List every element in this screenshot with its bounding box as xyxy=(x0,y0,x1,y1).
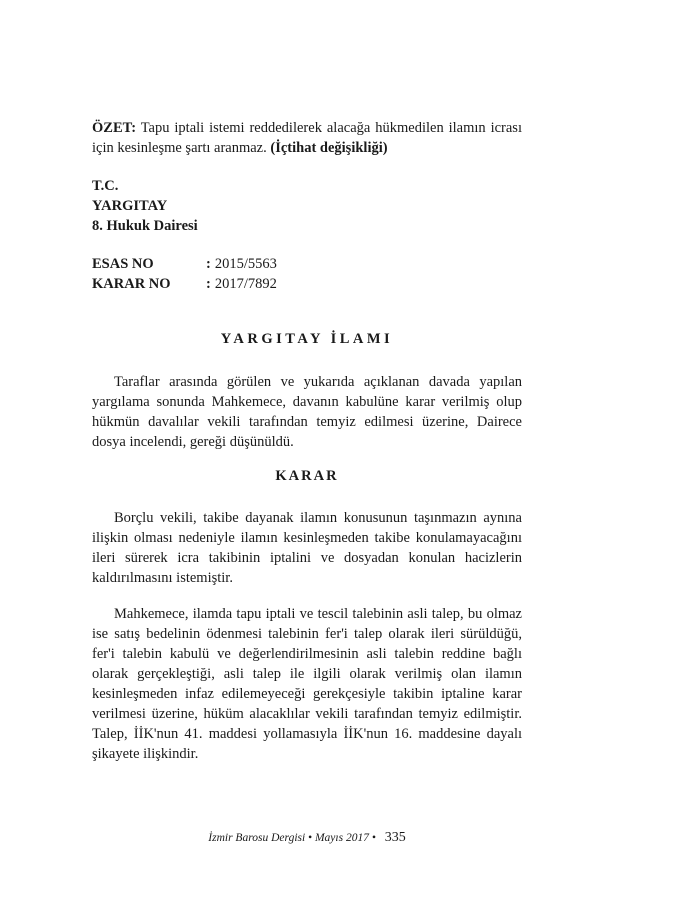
case-references xyxy=(92,254,277,294)
esas-separator: : xyxy=(206,256,211,272)
summary-block xyxy=(92,118,522,158)
esas-row xyxy=(92,254,277,274)
court-header xyxy=(92,176,198,236)
page-number: 335 xyxy=(384,830,406,845)
paragraph-debtor-claim: Borçlu vekili, takibe dayanak ilamın konusunun taşınmazın aynına ilişkin olması nedeniyle ilamın kesinleşmeden takibe konulamayacağını ileri sürerek icra takibinin iptalini ve dosyadan konulan hacizlerin kaldırılmasını istemiştir. xyxy=(92,510,522,586)
paragraph-intro: Taraflar arasında görülen ve yukarıda açıklanan davada yapılan yargılama sonunda Mahkemece, davanın kabulüne karar verilmiş olup hükmün davalılar vekili tarafından temyiz edilmesi üzerine, Dairece dosya incelendi, gereği düşünüldü. xyxy=(92,374,522,450)
karar-label: KARAR NO xyxy=(92,276,171,292)
summary-label: ÖZET: xyxy=(92,120,137,136)
karar-heading: KARAR xyxy=(275,468,339,484)
summary-text: Tapu iptali istemi reddedilerek alacağa hükmedilen ilamın icrası için kesinleşme şartı aranmaz. xyxy=(92,120,522,156)
esas-label: ESAS NO xyxy=(92,256,154,272)
esas-value: 2015/5563 xyxy=(214,256,277,272)
court-country: T.C. xyxy=(92,178,119,194)
court-chamber: 8. Hukuk Dairesi xyxy=(92,218,198,234)
karar-value: 2017/7892 xyxy=(214,276,277,292)
karar-row xyxy=(92,274,277,294)
summary-tag: (İçtihat değişikliği) xyxy=(270,140,388,156)
karar-separator: : xyxy=(206,276,211,292)
ilam-heading: YARGITAY İLAMI xyxy=(220,331,394,347)
footer-journal: İzmir Barosu Dergisi • Mayıs 2017 • xyxy=(208,832,376,844)
court-name: YARGITAY xyxy=(92,198,168,214)
page-footer xyxy=(92,830,522,846)
paragraph-court-reasoning: Mahkemece, ilamda tapu iptali ve tescil talebinin asli talep, bu olmaz ise satış bedelinin ödenmesi talebinin fer'i talep olarak ileri sürüldüğü, fer'i talebin kabulü ve değerlendirilmesinin asli talebin reddine bağlı olarak gerçekleştiği, asli talep ile ilgili olarak verilmiş olan ilamın kesinleşmeden infaz edilemeyeceği gerekçesiyle takibin iptaline karar verilmesi üzerine, hüküm alacaklılar vekili tarafından temyiz edilmiştir. Talep, İİK'nun 41. maddesi yollamasıyla İİK'nun 16. maddesine dayalı şikayete ilişkindir. xyxy=(92,606,522,762)
